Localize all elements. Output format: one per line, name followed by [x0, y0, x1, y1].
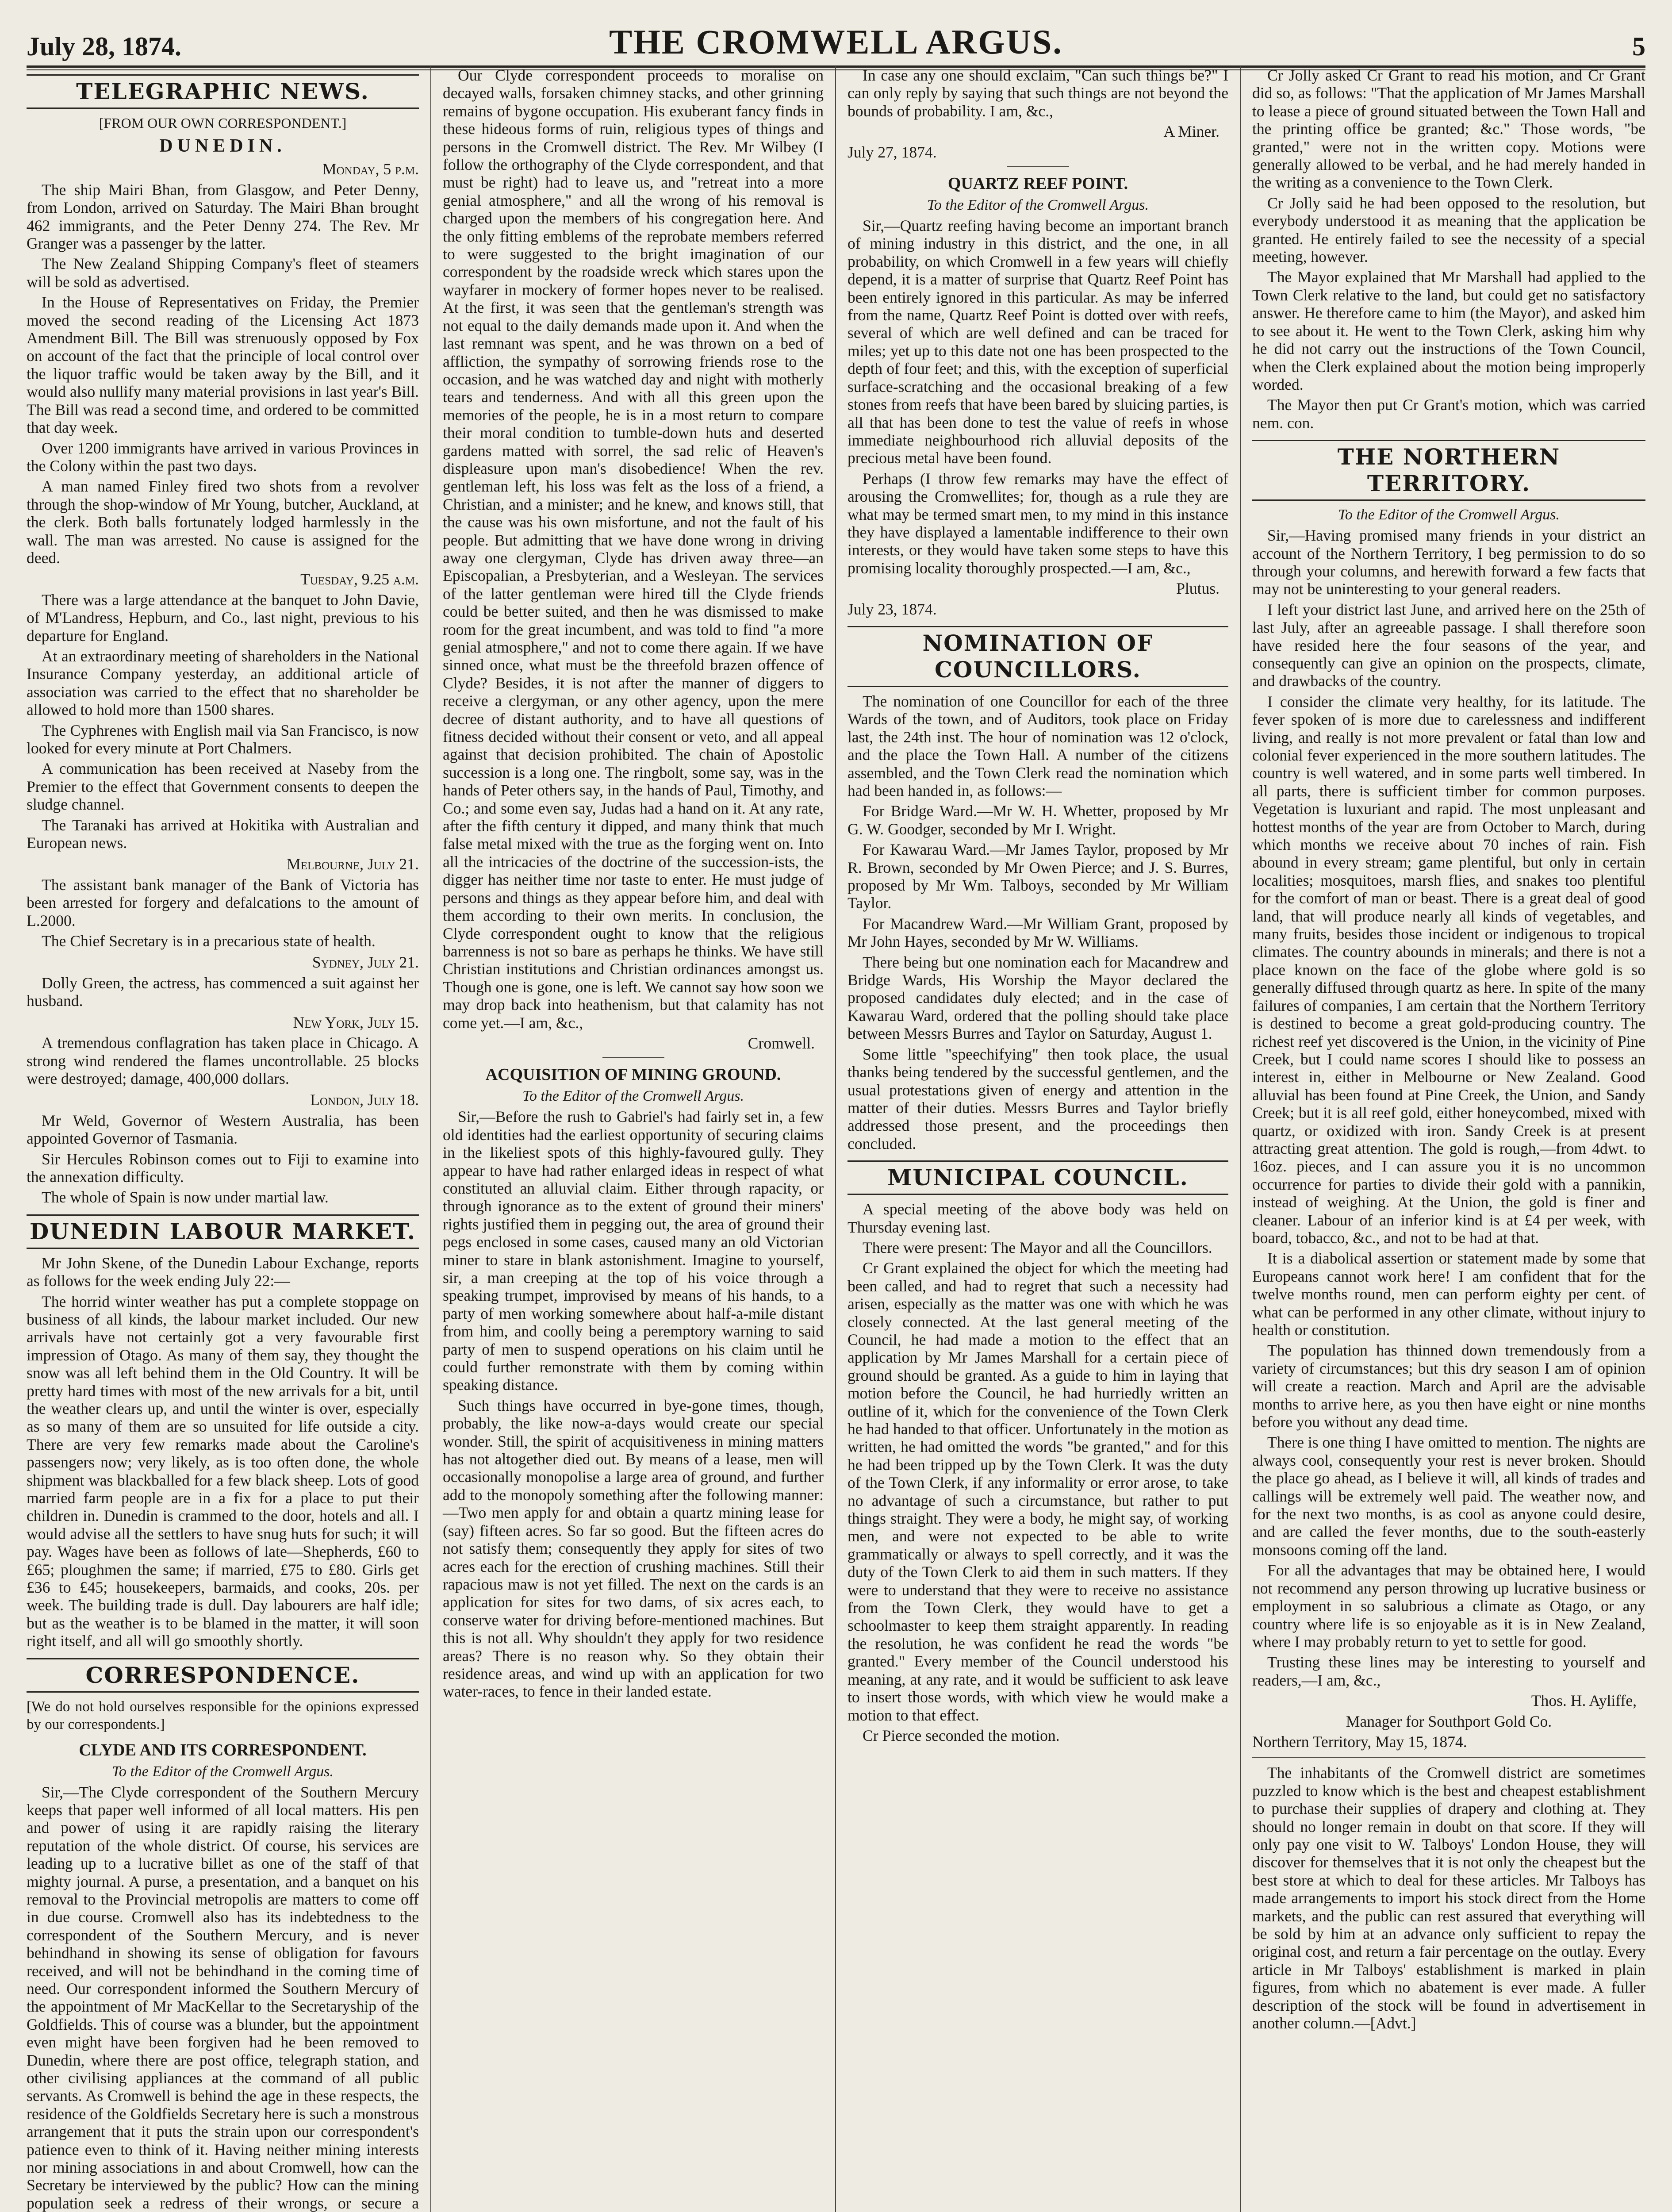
paragraph: Dolly Green, the actress, has commenced a suit against her husband. [27, 974, 419, 1010]
letter-title-quartz: QUARTZ REEF POINT. [947, 174, 1128, 193]
dateline: London, July 18. [310, 1091, 419, 1109]
signature-title: Manager for Southport Gold Co. [1346, 1712, 1552, 1730]
labour-body [27, 1254, 419, 1650]
paragraph: At an extraordinary meeting of shareholders in the National Insurance Company yesterday, an additional article of association was carried to the effect that no shareholder be allowed to hold more than 1500 shares. [27, 647, 419, 719]
letter-signature: A Miner. [1163, 123, 1219, 141]
paragraph: Cr Jolly asked Cr Grant to read his motion, and Cr Grant did so, as follows: "That the application of Mr James Marshall to lease a piece of ground situated between the Town Hall and the printing office be granted; &c." Those words, "be granted," were not in the written copy. Motions were generally allowed to be verbal, and he had merely handed in the writing as a convenience to the Town Clerk. [1252, 66, 1645, 192]
letter-body-acquisition-part2 [848, 66, 1228, 120]
letter-salutation: To the Editor of the Cromwell Argus. [522, 1088, 744, 1105]
letter-salutation: To the Editor of the Cromwell Argus. [1338, 507, 1560, 523]
dateline: Melbourne, July 21. [287, 855, 419, 873]
paragraph: For Macandrew Ward.—Mr William Grant, proposed by Mr John Hayes, seconded by Mr W. Williams. [848, 914, 1228, 951]
letter-signature: Cromwell. [748, 1034, 815, 1052]
telegraphic-group-3 [27, 876, 419, 950]
northern-body [1252, 526, 1645, 1689]
dunedin-heading: DUNEDIN. [159, 136, 286, 157]
paragraph: Sir,—The Clyde correspondent of the Southern Mercury keeps that paper well informed of all local matters. His pen and power of using it are rapidly raising the literary reputation of the whole district. Of course, his services are leading up to a lucrative billet as one of the staff of that mighty journal. A purse, a presentation, and a banquet on his removal to the Provincial metropolis are matters to come off in due course. Cromwell also has its indebtedness to the correspondent of the Southern Mercury, and is never behindhand in showing its sense of obligation for favours received, and will not be behindhand in the coming time of need. Our correspondent informed the Southern Mercury of the appointment of Mr MacKellar to the Secretaryship of the Goldfields. This of course was a blunder, but the appointment even might have been forgiven had he been removed to Dunedin, where there are post office, telegraph station, and other civilising appliances at the command of all public servants. As Cromwell is behind the age in these respects, the residence of the Goldfields Secretary here is such a monstrous arrangement that it puts the strain upon our correspondent's patience even to think of it. Having neither mining interests nor mining associations in and about Cromwell, how can the Secretary be interviewed by the public? How can the mining population seek a redress of their wrongs, or secure a [27, 1783, 419, 2212]
paragraph: I left your district last June, and arrived here on the 25th of last July, after an agreeable passage. I shall therefore soon have resided here the four seasons of the year, and consequently can give an opinion on the prospects, climate, and drawbacks of the country. [1252, 600, 1645, 690]
dateline: New York, July 15. [293, 1013, 419, 1031]
paragraph: Sir,—Having promised many friends in your district an account of the Northern Territory, I beg permission to do so through your columns, and herewith forward a few facts that may not be uninteresting to your general readers. [1252, 526, 1645, 598]
paragraph: A man named Finley fired two shots from a revolver through the shop-window of Mr Young, butcher, Auckland, at the clerk. Both balls fortunately lodged harmlessly in the wall. The man was arrested. No cause is assigned for the deed. [27, 477, 419, 567]
paragraph: There being but one nomination each for Macandrew and Bridge Wards, His Worship the Mayor declared the proposed candidates duly elected; and in the case of Kawarau Ward, ordered that the polling should take place between Messrs Burres and Taylor on Saturday, August 1. [848, 953, 1228, 1043]
paragraph: It is a diabolical assertion or statement made by some that Europeans cannot work here! I am confident that for the twelve months round, men can perform eighty per cent. of what can be performed in any other climate, without injury to health or constitution. [1252, 1249, 1645, 1339]
paragraph: For all the advantages that may be obtained here, I would not recommend any person throwing up lucrative business or employment in so salubrious a climate as Otago, or any country where life is so enjoyable as it is in New Zealand, where I may probably return to yet to settle for good. [1252, 1561, 1645, 1651]
paragraph: Cr Pierce seconded the motion. [863, 1726, 1060, 1744]
signature-place-date: Northern Territory, May 15, 1874. [1252, 1732, 1467, 1751]
paragraph: There were present: The Mayor and all the Councillors. [863, 1238, 1212, 1256]
column-2 [431, 66, 836, 2212]
paragraph: Cr Jolly said he had been opposed to the resolution, but everybody understood it as meaning that the application be granted. He entirely failed to see the necessity of a special meeting, however. [1252, 194, 1645, 266]
paragraph: In case any one should exclaim, "Can such things be?" I can only reply by saying that such things are not beyond the bounds of probability. I am, &c., [848, 66, 1228, 120]
paragraph: The ship Mairi Bhan, from Glasgow, and Peter Denny, from London, arrived on Saturday. The Mairi Bhan brought 462 immigrants, and the Peter Denny 274. The Rev. Mr Granger was a passenger by the latter. [27, 180, 419, 253]
paragraph: The Chief Secretary is in a precarious state of health. [42, 932, 376, 950]
paragraph: The assistant bank manager of the Bank of Victoria has been arrested for forgery and defalcations to the amount of L.2000. [27, 876, 419, 929]
paragraph: Perhaps (I throw few remarks may have the effect of arousing the Cromwellites; for, though as a rule they are what may be termed smart men, to my mind in this instance they have displayed a lamentable indifference to their own interests, or they would have taken some steps to have this promising locality thoroughly prospected.—I am, &c., [848, 469, 1228, 577]
telegraphic-group-2 [27, 591, 419, 852]
paragraph: Mr John Skene, of the Dunedin Labour Exchange, reports as follows for the week ending July 22:— [27, 1254, 419, 1290]
section-heading-labour: DUNEDIN LABOUR MARKET. [27, 1214, 419, 1249]
column-4 [1241, 66, 1645, 2212]
paragraph: Trusting these lines may be interesting to yourself and readers,—I am, &c., [1252, 1653, 1645, 1689]
paragraph: The Mayor explained that Mr Marshall had applied to the Town Clerk relative to the land, but could get no satisfactory answer. He therefore came to him (the Mayor), and asked him to see about it. He went to the Town Clerk, asking him why he did not carry out the instructions of the Town Council, when the Clerk explained about the motion being improperly worded. [1252, 268, 1645, 393]
paragraph: A communication has been received at Naseby from the Premier to the effect that Government consents to deepen the sludge channel. [27, 760, 419, 814]
nomination-body [848, 692, 1228, 1152]
section-heading-telegraphic: TELEGRAPHIC NEWS. [27, 74, 419, 109]
telegraphic-group-5 [27, 1034, 419, 1087]
paragraph: For Bridge Ward.—Mr W. H. Whetter, proposed by Mr G. W. Goodger, seconded by Mr I. Wright. [848, 802, 1228, 838]
paragraph: Our Clyde correspondent proceeds to moralise on decayed walls, forsaken chimney stacks, and other grinning remains of bygone occupation. His exuberant fancy finds in these hideous forms of ruin, religious types of things and persons in the Cromwell district. The Rev. Mr Wilbey (I follow the orthography of the Clyde correspondent, and that must be right) had to leave us, and "retreat into a more genial atmosphere," and all the wrong of his removal is charged upon the members of his congregation here. And the only fitting emblems of the reprobate members referred to were suggested to the bright imagination of our correspondent by the roadside wreck which stares upon the wayfarer in mockery of former hopes never to be realised. At the first, it was seen that the gentleman's strength was not equal to the daily demands made upon it. And when the last remnant was spent, and he was thrown on a bed of affliction, the sympathy of sorrowing friends rose to the occasion, and he was watched day and night with motherly tears and tenderness. And with all this green upon the memories of the people, he is in a most return to compare their moral condition to tumble-down huts and deserted gardens matted with sorrel, the sad relic of Heaven's displeasure upon man's disobedience! When the rev. gentleman left, his loss was felt as the loss of a friend, a Christian, and a minister; and he knew, and knows still, that the cause was his own misfortune, and not the fault of his people. But admitting that we have done wrong in driving away one clergyman, Clyde has driven away three—an Episcopalian, a Presbyterian, and a Wesleyan. The services of the latter gentleman were hired till the Clyde friends could be better suited, and then he was dismissed to make room for the great incumbent, and was told to find "a more genial atmosphere," and not to come there again. If we have sinned once, what must be the threefold brazen offence of Clyde? Besides, it is not after the manner of diggers to receive a clergyman, or any other agency, upon the mere decree of distant authority, and to have all questions of fitness decided without their consent or veto, and all appeal against that decision prohibited. The chain of Apostolic succession is a long one. The ringbolt, some say, was in the hands of Peter others say, in the hands of Paul, Timothy, and Co.; and some even say, Judas had a hand on it. At any rate, after the fifth century it dipped, and many think that much false metal mixed with the true as the forging went on. Into all the intricacies of the doctrine of the succession-ists, the digger has neither time nor taste to enter. He must judge of persons and things as they appear before him, and deal with them according to their own merits. In conclusion, the Clyde correspondent ought to know that the religious barrenness is not so bare as perhaps he thinks. We have still Christian institutions and Christian ordinances amongst us. Though one is gone, one is left. We cannot say how soon we may drop back into heathenism, but that calamity has not come yet.—I am, &c., [443, 66, 824, 1032]
telegraphic-group-6 [27, 1112, 419, 1206]
masthead [27, 13, 1645, 68]
letter-title-acquisition: ACQUISITION OF MINING GROUND. [485, 1065, 781, 1084]
paragraph: Some little "speechifying" then took place, the usual thanks being tendered by the successful gentlemen, and the usual protestations given of energy and attention in the matter of their duties. Messrs Burres and Taylor briefly addressed those present, and the proceedings then concluded. [848, 1045, 1228, 1152]
paragraph: A special meeting of the above body was held on Thursday evening last. [848, 1200, 1228, 1236]
paragraph: Sir Hercules Robinson comes out to Fiji to examine into the annexation difficulty. [27, 1150, 419, 1186]
telegraphic-group-4 [27, 974, 419, 1010]
dateline: Tuesday, 9.25 a.m. [300, 570, 419, 588]
separator [1007, 166, 1069, 167]
letter-salutation: To the Editor of the Cromwell Argus. [927, 197, 1149, 214]
separator [1252, 1757, 1645, 1758]
letter-body-clyde-part1 [27, 1783, 419, 2212]
letter-signature: Thos. H. Ayliffe, [1531, 1692, 1637, 1710]
paragraph: The whole of Spain is now under martial law. [42, 1188, 329, 1206]
paragraph: Sir,—Quartz reefing having become an important branch of mining industry in this district, and the one, in all probability, on which Cromwell in a few years will chiefly depend, it is a matter of surprise that Quartz Reef Point has been entirely ignored in this particular. As may be inferred from the name, Quartz Reef Point is dotted over with reefs, several of which are well defined and can be traced for miles; yet up to this date not one has been prospected to the depth of four feet; and this, with the exception of superficial surface-scratching and the occasional breaking of a few stones from reefs that have been bared by sluicing parties, is all that has been done to test the value of reefs in whose immediate neighbourhood rich alluvial deposits of the precious metal have been found. [848, 217, 1228, 467]
paragraph: The Mayor then put Cr Grant's motion, which was carried nem. con. [1252, 396, 1645, 432]
editorial-note: [We do not hold ourselves responsible for the opinions expressed by our correspondents.] [27, 1698, 419, 1733]
paragraph: Such things have occurred in bye-gone times, though, probably, the like now-a-days would create our special wonder. Still, the spirit of acquisitiveness in mining matters has not altogether died out. By means of a lease, men will occasionally monopolise a large area of ground, and further add to the monopoly something after the following manner:—Two men apply for and obtain a quartz mining lease for (say) fifteen acres. So far so good. But the fifteen acres do not satisfy them; consequently they apply for sites of two acres each for the erection of crushing machines. Still their rapacious maw is not yet filled. The next on the cards is an application for sites for two dams, of six acres each, to conserve water for driving before-mentioned machines. But this is not all. Why shouldn't they apply for two residence areas? There is no reason why. So they obtain their residence areas, and wind up with an application for two water-races, to fence in their landed estate. [443, 1396, 824, 1701]
paragraph: I consider the climate very healthy, for its latitude. The fever spoken of is more due to carelessness and indifferent living, and really is not more prevalent or fatal than low and colonial fever experienced in the more southern latitudes. The country is well watered, and in some parts well timbered. In all parts, there is sufficient timber for common purposes. Vegetation is luxuriant and rapid. The most unpleasant and hottest months of the year are from October to March, during which months we receive about 70 inches of rain. Fish abound in every stream; game plentiful, but only in certain localities; mosquitoes, marsh flies, and snakes too plentiful for the comfort of man or beast. There is a great deal of good land, that will produce nearly all kinds of vegetables, and many fruits, besides those incident or indigenous to tropical climates. The country abounds in minerals; and there is not a place known on the face of the globe where gold is so generally diffused through quartz as here. In spite of the many failures of companies, I am certain that the Northern Territory is destined to become a great gold-producing country. The richest reef yet discovered is the Union, in the vicinity of Pine Creek, but I could name scores I should like to possess an interest in, either in Melbourne or New Zealand. Good alluvial has been found at Pine Creek, the Union, and Sandy Creek; but it is all reef gold, either honeycombed, mixed with quartz, or oxidized with iron. Sandy Creek is at present attracting great attention. The gold is rough,—from 4dwt. to 16oz. pieces, and I can assure you it is no uncommon occurrence for parties to divide their gold with a pannikin, instead of weighing. At the Union, the gold is finer and cleaner. Labour of an inferior kind is at £4 per week, with board, tobacco, &c., and not to be had at that. [1252, 692, 1645, 1247]
paragraph: The horrid winter weather has put a complete stoppage on business of all kinds, the labour market included. Our new arrivals have not certainly got a very favourable first impression of Otago. As many of them say, they thought the snow was all left behind them in the Old Country. It will be pretty hard times with most of the new arrivals for a bit, until the weather clears up, and until the winter is over, especially as so many of them are so unsuited for life outside a city. There are very few remarks made about the Caroline's passengers now; very likely, as is too often done, the whole shipment was blackballed for a few black sheep. Lots of good married farm people are in a fix for a place to put their children in. Dunedin is crammed to the door, hotels and all. I would advise all the settlers to have snug huts for such; it will pay. Wages have been as follows of late—Shepherds, £60 to £65; ploughmen the same; if married, £75 to £80. Girls get £36 to £45; housekeepers, barmaids, and cooks, 20s. per week. The building trade is dull. Day labourers are half idle; but as the weather is to be blamed in the matter, it will soon right itself, and all will go smoothly shortly. [27, 1292, 419, 1650]
dateline: Sydney, July 21. [312, 953, 419, 972]
advertisement-notice: The inhabitants of the Cromwell district are sometimes puzzled to know which is the best and cheapest establishment to purchase their supplies of drapery and clothing at. They should no longer remain in doubt on that score. If they will only pay one visit to W. Talboys' London House, they will discover for themselves that it is not only the cheapest but the best store at which to deal for these articles. Mr Talboys has made arrangements to import his stock direct from the Home markets, and the public can rest assured that everything will be sold by him at an advance only sufficient to repay the original cost, and return a fair percentage on the outlay. Every article in Mr Talboys' establishment is marked in plain figures, from which no abatement is ever made. A fuller description of the stock will be found in advertisement in another column.—[Advt.] [1252, 1764, 1645, 2032]
letter-date: July 27, 1874. [848, 143, 937, 161]
letter-title-clyde: CLYDE AND ITS CORRESPONDENT. [79, 1740, 367, 1759]
section-heading-nomination: NOMINATION OF COUNCILLORS. [848, 626, 1228, 687]
paragraph: The Cyphrenes with English mail via San Francisco, is now looked for every minute at Port Chalmers. [27, 721, 419, 757]
municipal-body-part2 [1252, 66, 1645, 432]
paragraph: Over 1200 immigrants have arrived in various Provinces in the Colony within the past two days. [27, 439, 419, 475]
paragraph: There is one thing I have omitted to mention. The nights are always cool, consequently your rest is never broken. Should the place go ahead, as I believe it will, all kinds of trades and callings will be extremely well paid. The weather now, and for the next two months, is as cool as anyone could desire, and are called the fever months, due to the south-easterly monsoons coming off the land. [1252, 1433, 1645, 1559]
letter-signature: Plutus. [1176, 580, 1219, 598]
paragraph: The Taranaki has arrived at Hokitika with Australian and European news. [27, 816, 419, 852]
letter-salutation: To the Editor of the Cromwell Argus. [112, 1763, 334, 1780]
paragraph: Cr Grant explained the object for which the meeting had been called, and had to regret that such a necessity had arisen, especially as the matter was one with which he was closely connected. At the last general meeting of the Council, he had made a motion to the effect that an application by Mr James Marshall for a certain piece of ground should be granted. As a guide to him in laying that motion before the Council, he had hurriedly written an outline of it, which for the convenience of the Town Clerk he had handed to that officer. Unfortunately in the motion as written, he had omitted the words "be granted," and for this he had been tripped up by the Town Clerk. It was the duty of the Town Clerk, if any informality or error arose, to take no advantage of such a circumstance, but rather to put things straight. They were a body, he might say, of working men, and were not expected to be able to write grammatically or always to spell correctly, and it was the duty of the Town Clerk to aid them in such matters. If they were to understand that they were to receive no assistance from the Town Clerk, they would have to get a schoolmaster to keep them straight apparently. In reading the resolution, he was confident he read the words "be granted." Every member of the Council understood his meaning, at any rate, and it would be sufficient to ask leave to insert those words, with which view he would make a motion to that effect. [848, 1259, 1228, 1724]
section-heading-correspondence: CORRESPONDENCE. [27, 1658, 419, 1693]
paper-title: THE CROMWELL ARGUS. [609, 23, 1063, 61]
paragraph: The New Zealand Shipping Company's fleet of steamers will be sold as advertised. [27, 255, 419, 291]
section-heading-northern: THE NORTHERN TERRITORY. [1252, 440, 1645, 501]
dateline: Monday, 5 p.m. [322, 160, 419, 178]
letter-body-quartz [848, 217, 1228, 577]
columns [27, 66, 1645, 2212]
column-3 [836, 66, 1241, 2212]
issue-date: July 28, 1874. [27, 32, 182, 61]
section-heading-municipal: MUNICIPAL COUNCIL. [848, 1160, 1228, 1195]
page-number: 5 [1632, 32, 1645, 61]
letter-body-clyde-part2 [443, 66, 824, 1032]
letter-date: July 23, 1874. [848, 600, 937, 618]
paragraph: A tremendous conflagration has taken place in Chicago. A strong wind rendered the flames uncontrollable. 25 blocks were destroyed; damage, 400,000 dollars. [27, 1034, 419, 1087]
special-note: [FROM OUR OWN CORRESPONDENT.] [99, 115, 347, 131]
paragraph: Sir,—Before the rush to Gabriel's had fairly set in, a few old identities had the earliest opportunity of securing claims in the likeliest spots of this highly-favoured gully. They appear to have had rather enlarged ideas in respect of what constituted an alluvial claim. Either through rapacity, or through ignorance as to the extent of ground their miners' rights justified them in pegging out, the area of ground their pegs enclosed in some cases, caused many an old Victorian miner to stare in blank astonishment. Imagine to yourself, sir, a man creeping at the top of his voice through a speaking trumpet, improvised by means of his hands, to a party of men working somewhere about half-a-mile distant from him, and coolly being a peremptory warning to said party of men to suspend operations on his claim until he could further remonstrate with them by coming within speaking distance. [443, 1108, 824, 1394]
paragraph: The population has thinned down tremendously from a variety of circumstances; but this dry season I am of opinion will create a reaction. March and April are the advisable months to arrive here, as you then have eight or nine months before you without any dead time. [1252, 1341, 1645, 1431]
paragraph: Mr Weld, Governor of Western Australia, has been appointed Governor of Tasmania. [27, 1111, 419, 1148]
letter-body-acquisition-part1 [443, 1108, 824, 1700]
paragraph: There was a large attendance at the banquet to John Davie, of M'Landress, Hepburn, and Co., last night, previous to his departure for England. [27, 591, 419, 645]
municipal-body-part1 [848, 1200, 1228, 1744]
paragraph: The nomination of one Councillor for each of the three Wards of the town, and of Auditors, took place on Friday last, the 24th inst. The hour of nomination was 12 o'clock, and the place the Town Hall. A number of the citizens assembled, and the Town Clerk read the nomination which had been handed in, as follows:— [848, 692, 1228, 799]
paragraph: For Kawarau Ward.—Mr James Taylor, proposed by Mr R. Brown, seconded by Mr Owen Pierce; and J. S. Burres, proposed by Mr Wm. Talboys, seconded by Mr William Taylor. [848, 841, 1228, 912]
paragraph: In the House of Representatives on Friday, the Premier moved the second reading of the Licensing Act 1873 Amendment Bill. The Bill was strenuously opposed by Fox on account of the fact that the principle of local control over the liquor traffic would be taken away by the Bill, and it would also nullify many material provisions in last year's Bill. The Bill was read a second time, and ordered to be committed that day week. [27, 293, 419, 437]
column-1 [27, 66, 431, 2212]
telegraphic-group-1 [27, 181, 419, 567]
separator [602, 1057, 664, 1058]
